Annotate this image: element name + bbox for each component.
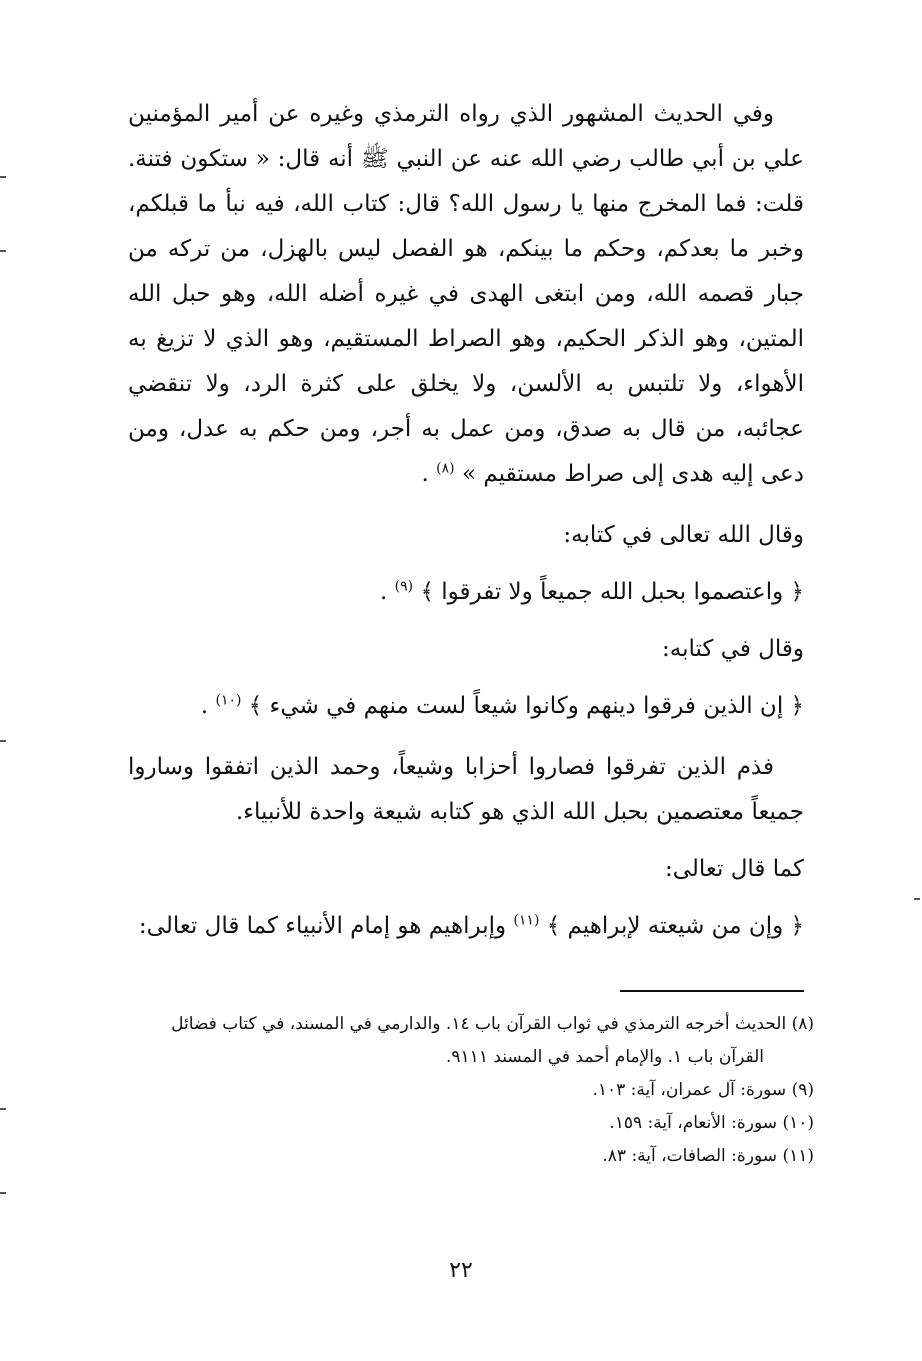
scan-edge-mark [914, 898, 920, 900]
footnote-ref-10: (١٠) [215, 692, 242, 709]
intro-line-1: وقال الله تعالى في كتابه: [563, 522, 804, 548]
hadith-text: وفي الحديث المشهور الذي رواه الترمذي وغيره عن أمير المؤمنين علي بن أبي طالب رضي الله عنه عن النبي ﷺ أنه قال: « ستكون فتنة. قلت: فما المخرج منها يا رسول الله؟ قال: كتاب الله، فيه نبأ ما قبلكم، وخبر ما بعدكم، وحكم ما بينكم، هو الفصل ليس بالهزل، من تركه من جبار قصمه الله، ومن ابتغى الهدى في غيره أضله الله، وهو حبل الله المتين، وهو الذكر الحكيم، وهو الصراط المستقيم، وهو الذي لا تزيغ به الأهواء، ولا تلتبس به الألسن، ولا يخلق على كثرة الرد، ولا تنقضي عجائبه، من قال به صدق، ومن عمل به أجر، ومن حكم به عدل، ومن دعى إليه هدى إلى صراط مستقيم » [128, 101, 804, 487]
scan-edge-mark [0, 176, 6, 178]
footnote-10 [128, 1107, 814, 1140]
hadith-paragraph [128, 92, 804, 497]
footnote-8 [128, 1008, 814, 1041]
intro-line-3: كما قال تعالى: [664, 856, 804, 882]
scan-edge-mark [0, 1192, 6, 1194]
footnote-11 [128, 1140, 814, 1173]
page-number: ٢٢ [449, 1258, 473, 1283]
scan-edge-mark [0, 250, 6, 252]
footnote-11-text: سورة: الصافات، آية: ٨٣. [602, 1146, 778, 1166]
commentary-paragraph: فذم الذين تفرقوا فصاروا أحزابا وشيعاً، وحمد الذين اتفقوا وساروا جميعاً معتصمين بحبل الله الذي هو كتابه شيعة واحدة للأنبياء. [128, 754, 804, 825]
footnote-11-number: (١١) [782, 1146, 814, 1166]
footnote-9 [128, 1074, 814, 1107]
scan-edge-mark [0, 740, 6, 742]
footnote-8-continuation: القرآن باب ١. والإمام أحمد في المسند ٩١١١. [446, 1047, 764, 1067]
footnote-ref-11: (١١) [513, 912, 540, 929]
footnote-9-text: سورة: آل عمران، آية: ١٠٣. [592, 1080, 787, 1100]
main-text [128, 92, 804, 949]
footnotes [128, 1008, 814, 1173]
closing-text: وإبراهيم هو إمام الأنبياء كما قال تعالى: [138, 913, 507, 939]
footnote-10-text: سورة: الأنعام، آية: ١٥٩. [609, 1113, 778, 1133]
footnote-9-number: (٩) [791, 1080, 814, 1100]
verse-3-text: ﴿ وإن من شيعته لإبراهيم ﴾ [546, 913, 804, 939]
footnote-ref-9: (٩) [394, 578, 414, 595]
verse-1-text: ﴿ واعتصموا بحبل الله جميعاً ولا تفرقوا ﴾ [420, 579, 804, 605]
footnote-divider [620, 990, 804, 992]
footnote-8-number: (٨) [791, 1014, 814, 1034]
period: . [380, 579, 388, 605]
footnote-8-text: الحديث أخرجه الترمذي في ثواب القرآن باب ١٤. والدارمي في المسند، في كتاب فضائل [171, 1014, 787, 1034]
intro-line-2: وقال في كتابه: [662, 636, 804, 662]
period: . [421, 461, 429, 487]
verse-1 [128, 570, 804, 615]
verse-2 [128, 684, 804, 729]
footnote-ref-8: (٨) [436, 460, 455, 477]
period: . [200, 693, 209, 719]
scan-edge-mark [0, 1108, 6, 1110]
footnote-10-number: (١٠) [782, 1113, 814, 1133]
verse-2-text: ﴿ إن الذين فرقوا دينهم وكانوا شيعاً لست منهم في شيء ﴾ [248, 693, 804, 719]
verse-3 [128, 904, 804, 949]
